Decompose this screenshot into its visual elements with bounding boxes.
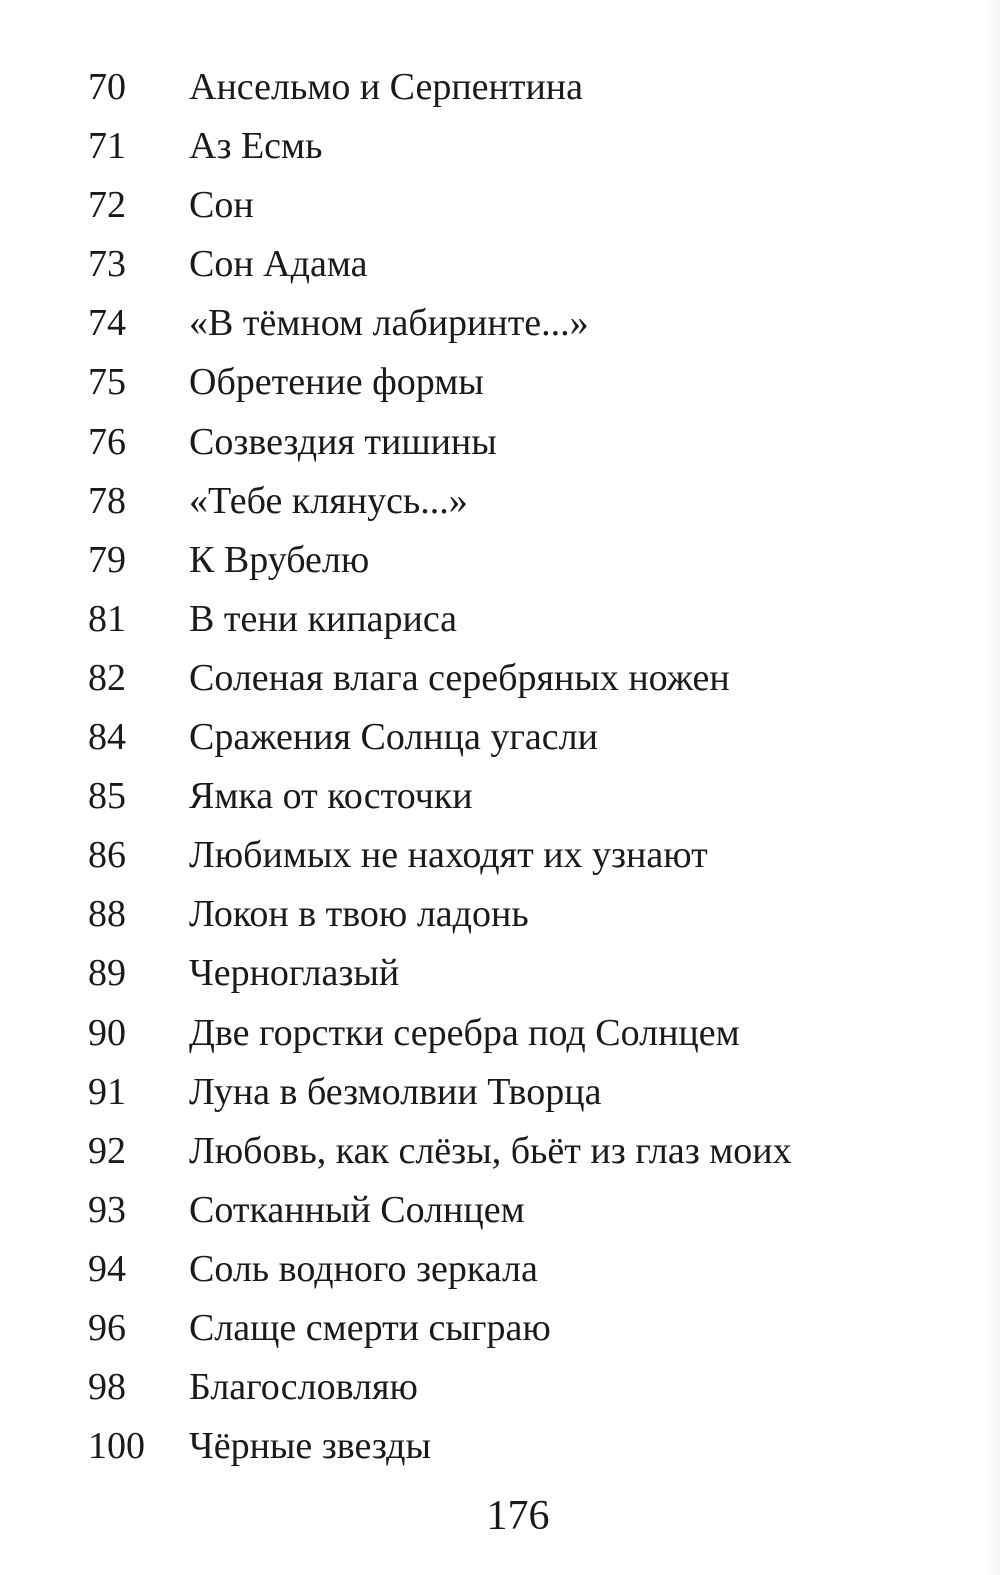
toc-entry [0, 117, 1000, 176]
toc-entry-title: Созвездия тишины [189, 420, 497, 463]
toc-entry-title: Черноглазый [189, 952, 400, 995]
toc-entry-page: 85 [88, 775, 126, 818]
toc-entry-title: Ансельмо и Серпентина [189, 66, 584, 108]
toc-entry [0, 1004, 1000, 1063]
toc-entry [0, 531, 1000, 590]
toc-entry-page: 96 [88, 1306, 126, 1349]
toc-entry-page: 92 [88, 1129, 126, 1172]
toc-entry-page: 71 [88, 125, 126, 168]
toc-entry-page: 91 [88, 1070, 126, 1113]
toc-entry-title: Сон [189, 184, 254, 227]
toc-entry [0, 1417, 1000, 1476]
toc-entry-title: «В тёмном лабиринте...» [189, 302, 589, 345]
toc-entry-title: Аз Есмь [189, 125, 323, 168]
toc-entry-page: 98 [88, 1366, 126, 1409]
toc-entry-title: Соль водного зеркала [189, 1247, 538, 1290]
toc-entry-title: Ямка от косточки [189, 775, 473, 818]
toc-entry-title: «Тебе клянусь...» [189, 479, 468, 522]
toc-entry [0, 1299, 1000, 1358]
toc-entry-title: Чёрные звезды [189, 1425, 432, 1468]
toc-entry-title: Любовь, как слёзы, бьёт из глаз моих [189, 1129, 792, 1172]
toc-entry-page: 100 [88, 1425, 145, 1468]
toc-entry [0, 826, 1000, 885]
toc-entry-title: Луна в безмолвии Творца [189, 1070, 602, 1113]
toc-entry [0, 1063, 1000, 1122]
toc-entry [0, 1181, 1000, 1240]
toc-entry [0, 353, 1000, 412]
toc-entry-page: 84 [88, 716, 126, 759]
toc-entry-title: Обретение формы [189, 361, 484, 404]
toc-entry-title: Локон в твою ладонь [189, 893, 529, 936]
toc-entry-title: Благословляю [189, 1366, 418, 1409]
toc-entry-title: Две горстки серебра под Солнцем [189, 1011, 740, 1054]
table-of-contents [0, 58, 1000, 1476]
toc-entry [0, 472, 1000, 531]
toc-entry-title: Соленая влага серебряных ножен [189, 656, 730, 699]
toc-entry-page: 86 [88, 834, 126, 877]
toc-entry-page: 89 [88, 952, 126, 995]
toc-entry-page: 72 [88, 184, 126, 227]
toc-entry [0, 58, 1000, 117]
toc-entry-title: К Врубелю [189, 538, 370, 581]
toc-entry-title: Сон Адама [189, 243, 368, 286]
toc-entry [0, 413, 1000, 472]
toc-entry-title: В тени кипариса [189, 597, 458, 640]
toc-entry-page: 74 [88, 302, 126, 345]
toc-entry-page: 82 [88, 656, 126, 699]
toc-entry [0, 590, 1000, 649]
toc-entry-title: Сотканный Солнцем [189, 1188, 525, 1231]
toc-entry [0, 235, 1000, 294]
toc-entry-page: 78 [88, 479, 126, 522]
toc-entry-page: 79 [88, 538, 126, 581]
toc-entry [0, 294, 1000, 353]
toc-entry-page: 70 [88, 66, 126, 108]
toc-entry [0, 649, 1000, 708]
toc-entry [0, 1240, 1000, 1299]
toc-entry-page: 93 [88, 1188, 126, 1231]
toc-entry [0, 944, 1000, 1003]
toc-entry [0, 1122, 1000, 1181]
toc-entry [0, 767, 1000, 826]
toc-entry [0, 885, 1000, 944]
toc-entry-page: 81 [88, 597, 126, 640]
page-number: 176 [486, 1493, 550, 1539]
toc-entry [0, 176, 1000, 235]
toc-entry-page: 90 [88, 1011, 126, 1054]
toc-entry-page: 73 [88, 243, 126, 286]
toc-entry [0, 1358, 1000, 1417]
toc-entry-page: 94 [88, 1247, 126, 1290]
toc-entry [0, 708, 1000, 767]
toc-entry-page: 75 [88, 361, 126, 404]
toc-entry-title: Слаще смерти сыграю [189, 1306, 551, 1349]
toc-entry-page: 76 [88, 420, 126, 463]
toc-entry-page: 88 [88, 893, 126, 936]
toc-entry-title: Любимых не находят их узнают [189, 834, 708, 877]
toc-entry-title: Сражения Солнца угасли [189, 716, 598, 759]
